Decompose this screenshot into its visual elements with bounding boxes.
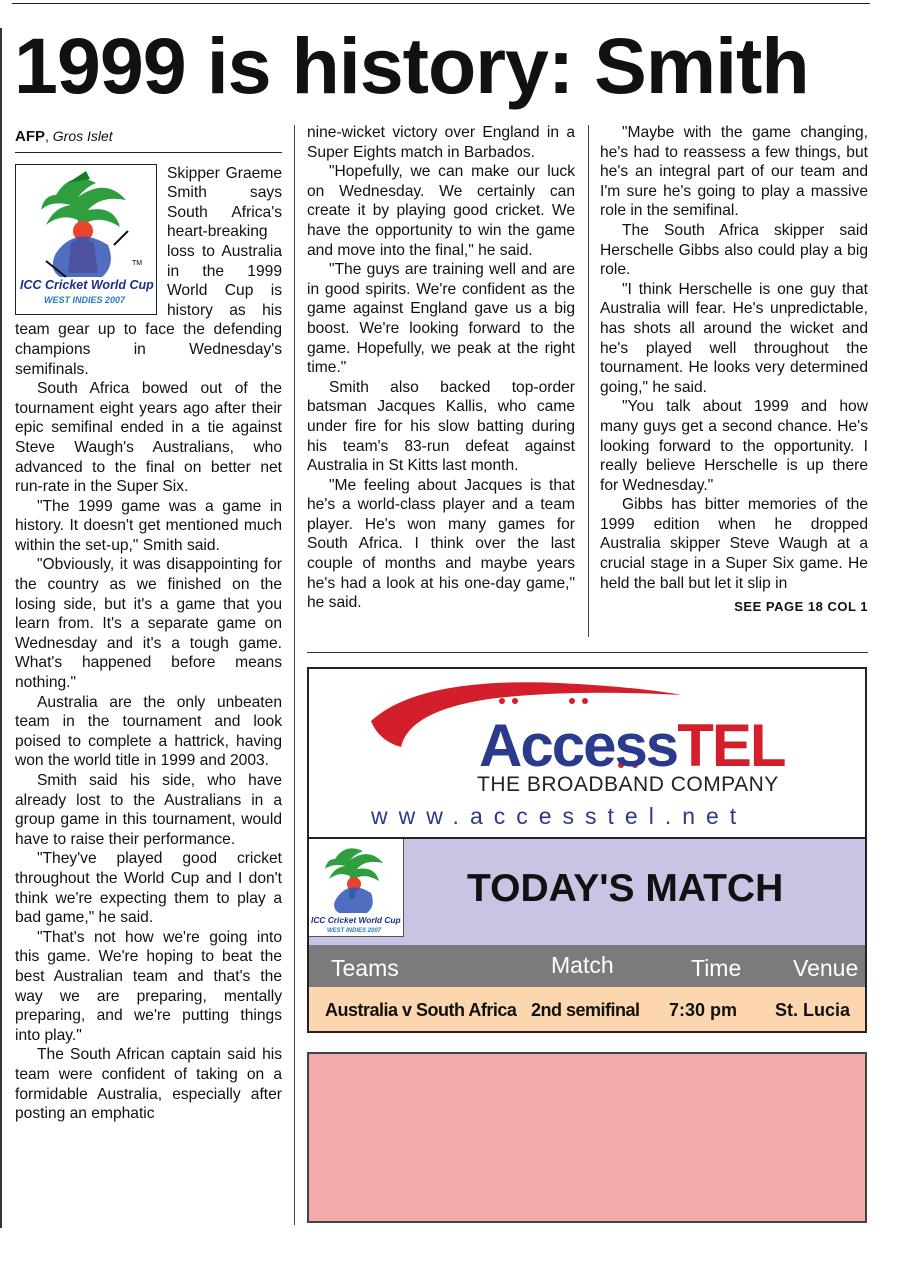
article-column-2 <box>307 123 575 613</box>
logo-line2: WEST INDIES 2007 <box>44 294 126 305</box>
article-column-1 <box>15 123 282 1124</box>
col3-para-1: "Maybe with the game changing, he's had to reassess a few things, but he's an integral part of our team and I'm sure he's going to play a massive role in the semifinal. <box>600 124 868 220</box>
left-border <box>0 28 2 1228</box>
col2-para-2: "Hopefully, we can make our luck on Wednesday. We certainly can create it by playing good cricket. We have the opportunity to win the game and move into the final," he said. <box>307 163 575 259</box>
col1-para-7: "They've played good cricket throughout the World Cup and I don't think we're expecting them to play a bad game," he said. <box>15 850 282 927</box>
cell-teams: Australia v South Africa <box>325 1000 517 1020</box>
byline: AFP, Gros Islet <box>15 123 282 153</box>
col2-para-4: Smith also backed top-order batsman Jacques Kallis, who came under fire for his slow batting during his team's 83-run defeat against Australia in St Kitts last month. <box>307 378 575 475</box>
col1-para-6: Smith said his side, who have already lost to the Australians in a group game in this tournament, would have to raise their performance. <box>15 772 282 848</box>
continued-jump[interactable]: SEE PAGE 18 COL 1 <box>734 599 868 615</box>
col3-para-5: Gibbs has bitter memories of the 1999 edition when he dropped Australia skipper Steve Waugh at a crucial stage in a Super Six game. He held the ball but let it slip in <box>600 496 868 592</box>
world-cup-logo-icon <box>16 165 156 314</box>
small-logo-line1: ICC Cricket World Cup <box>311 915 401 925</box>
headline: 1999 is history: Smith <box>14 21 809 110</box>
column-divider-2 <box>588 125 589 637</box>
world-cup-logo <box>15 164 157 315</box>
small-world-cup-logo-icon <box>309 839 403 936</box>
column-divider-1 <box>294 125 295 1225</box>
match-table-header <box>309 945 865 987</box>
ad-separator-rule <box>307 652 868 653</box>
logo-tm: TM <box>132 259 143 267</box>
accesstel-advertisement[interactable] <box>307 667 867 1033</box>
col3-para-3: "I think Herschelle is one guy that Australia will fear. He's unpredictable, has shots all around the wicket and he's played well throughout the tournament. He looks very determined going," he said. <box>600 280 868 396</box>
header-time: Time <box>691 955 742 981</box>
col3-para-4: "You talk about 1999 and how many guys get a second chance. He's looking forward to the opportunity. I really believe Herschelle is up there for Wednesday." <box>600 398 868 494</box>
col1-para-3: "The 1999 game was a game in history. It doesn't get mentioned much within the set-up," Smith said. <box>15 497 282 554</box>
small-logo-line2: WEST INDIES 2007 <box>327 928 382 934</box>
col1-para-9: The South African captain said his team were confident of taking on a formidable Australia, especially after posting an emphatic <box>15 1046 282 1123</box>
logo-line1: ICC Cricket World Cup <box>20 277 154 292</box>
cell-time: 7:30 pm <box>669 1000 738 1020</box>
article-column-3 <box>600 123 868 617</box>
ad-brand <box>479 711 785 780</box>
col1-para-1: Skipper Graeme Smith says South Africa's heart-breaking loss to Australia in the 1999 World Cup is history as his team gear up to face the defending champions in Wednesday's semifinals. <box>15 164 282 378</box>
col1-para-4: "Obviously, it was disappointing for the country as we finished on the losing side, but it's a game that you learn from. It's a separate game on Wednesday and it's a tough game. What's happened before means nothing." <box>15 556 282 692</box>
todays-match-title: TODAY'S MATCH <box>467 867 784 910</box>
col2-para-5: "Me feeling about Jacques is that he's a world-class player and a team player. He's won many games for South Africa. I think over the last couple of months and maybe years he's had a look at his one-day game," he said. <box>307 476 575 612</box>
byline-agency: AFP <box>15 128 45 145</box>
header-teams: Teams <box>331 955 399 981</box>
ad-brand-right: TEL <box>677 712 785 779</box>
header-venue: Venue <box>793 955 859 981</box>
col1-para-5: Australia are the only unbeaten team in the tournament and look poised to complete a hattrick, having won the world title in 1999 and 2003. <box>15 693 282 770</box>
cell-venue: St. Lucia <box>775 1000 851 1020</box>
col2-para-3: "The guys are training well and are in good spirits. We're confident as the game against England gave us a big boost. We're looking forward to the game. Hopefully, we peak at the right time." <box>307 261 575 377</box>
col3-para-2: The South Africa skipper said Herschelle Gibbs also could play a big role. <box>600 221 868 279</box>
header-match: Match <box>551 952 614 978</box>
col2-para-1: nine-wicket victory over England in a Super Eights match in Barbados. <box>307 124 575 161</box>
todays-match-band <box>309 837 865 946</box>
small-world-cup-logo <box>309 839 404 937</box>
cell-match: 2nd semifinal <box>531 1000 640 1020</box>
ad-tagline: THE BROADBAND COMPANY <box>477 773 779 796</box>
ad-brand-area <box>309 669 865 837</box>
col1-para-8: "That's not how we're going into this game. We're hoping to beat the best Australian team and that's the way we are preparing, mentally preparing, and we're putting things into play." <box>15 928 282 1044</box>
ad-url[interactable]: www.accesstel.net <box>371 803 748 829</box>
col1-para-2: South Africa bowed out of the tournament eight years ago after their epic semifinal ended in a tie against Steve Waugh's Australians, who advanced to the final on better net run-rate in the Super Six. <box>15 380 282 496</box>
ad-brand-left: Access <box>479 712 678 779</box>
blank-ad-space <box>307 1052 867 1223</box>
match-table-row <box>309 987 865 1031</box>
byline-location: Gros Islet <box>52 128 113 144</box>
top-rule <box>12 3 870 4</box>
